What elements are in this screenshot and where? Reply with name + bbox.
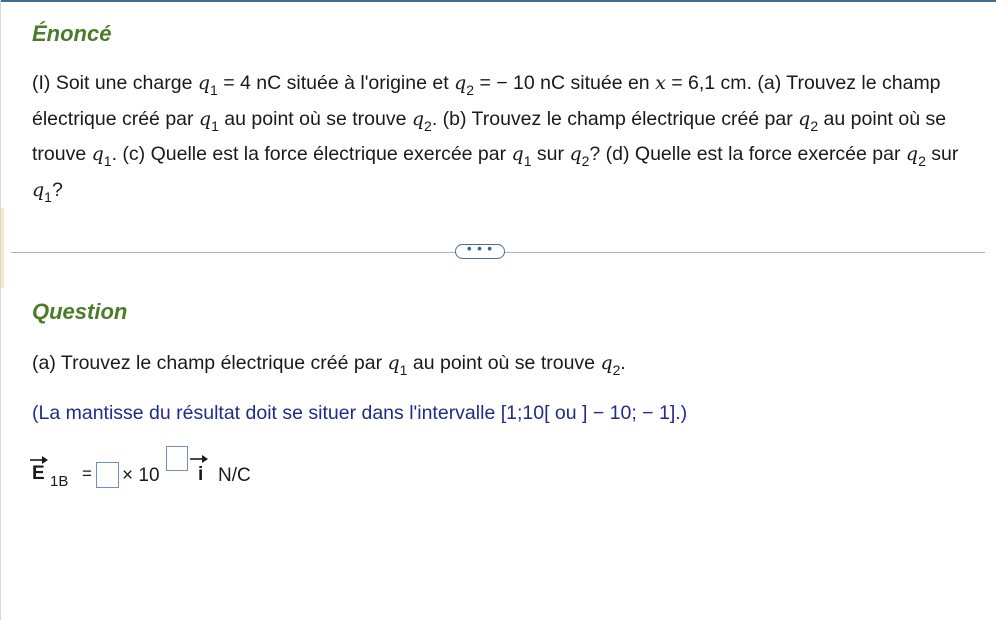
q1-symbol: $q_1$: [197, 72, 218, 98]
q2-symbol: $q_2$: [798, 107, 819, 134]
q1-symbol: $q_1$: [32, 178, 52, 205]
statement-fragment: sur: [925, 143, 959, 165]
statement-fragment: sur: [531, 143, 570, 165]
unit-label: N/C: [218, 465, 251, 486]
statement-fragment: . (c) Quelle est la force électrique exercée par: [111, 143, 512, 165]
exponent-input[interactable]: [166, 446, 188, 471]
statement-fragment: = 4 nC située à l'origine et: [217, 72, 455, 94]
side-highlight: [1, 208, 4, 288]
unit-vector-arrow-icon: [190, 455, 208, 463]
statement-fragment: (I) Soit une charge: [32, 72, 198, 94]
q2-symbol: $q_2$: [411, 107, 432, 134]
statement-fragment: . (b) Trouvez le champ électrique créé par: [431, 107, 799, 130]
equals-sign: =: [82, 464, 92, 483]
statement-title: Énoncé: [32, 21, 112, 46]
q1-symbol: $q_1$: [198, 107, 219, 134]
expand-ellipsis-button[interactable]: • • •: [455, 244, 505, 259]
statement-fragment: ? (d) Quelle est la force exercée par: [589, 143, 906, 165]
question-fragment: au point où se trouve: [407, 352, 601, 374]
q1-symbol: $q_1$: [387, 352, 408, 378]
question-title: Question: [32, 299, 128, 324]
q2-symbol: $q_2$: [905, 143, 926, 169]
statement-fragment: ?: [51, 178, 63, 201]
q2-symbol: $q_2$: [454, 72, 475, 98]
statement-fragment: = − 10 nC située en: [474, 72, 656, 94]
mantissa-hint: (La mantisse du résultat doit se situer dans l'intervalle [1;10[ ou ] − 10; − 1].): [32, 402, 688, 424]
question-prompt: [32, 348, 626, 379]
q1-symbol: $q_1$: [511, 143, 532, 169]
q2-symbol: $q_2$: [569, 143, 590, 169]
q1-symbol: $q_1$: [91, 143, 112, 169]
top-rule: [1, 0, 996, 2]
statement-fragment: = 6,1 cm. (a) Trouvez le champ électrique créé par: [32, 72, 941, 130]
statement-fragment: au point où se trouve: [218, 107, 412, 130]
field-vector-subscript: 1B: [50, 473, 69, 490]
question-fragment: .: [620, 352, 626, 374]
x-symbol: x: [655, 72, 666, 94]
statement-text: [32, 66, 962, 208]
q2-symbol: $q_2$: [600, 352, 621, 378]
unit-vector-symbol: i: [198, 464, 204, 485]
times-ten-label: × 10: [122, 465, 160, 486]
question-fragment: (a) Trouvez le champ électrique créé par: [32, 352, 388, 374]
mantissa-input[interactable]: [96, 462, 119, 488]
statement-fragment: au point où se trouve: [32, 107, 947, 165]
field-vector-symbol: E: [32, 463, 45, 484]
